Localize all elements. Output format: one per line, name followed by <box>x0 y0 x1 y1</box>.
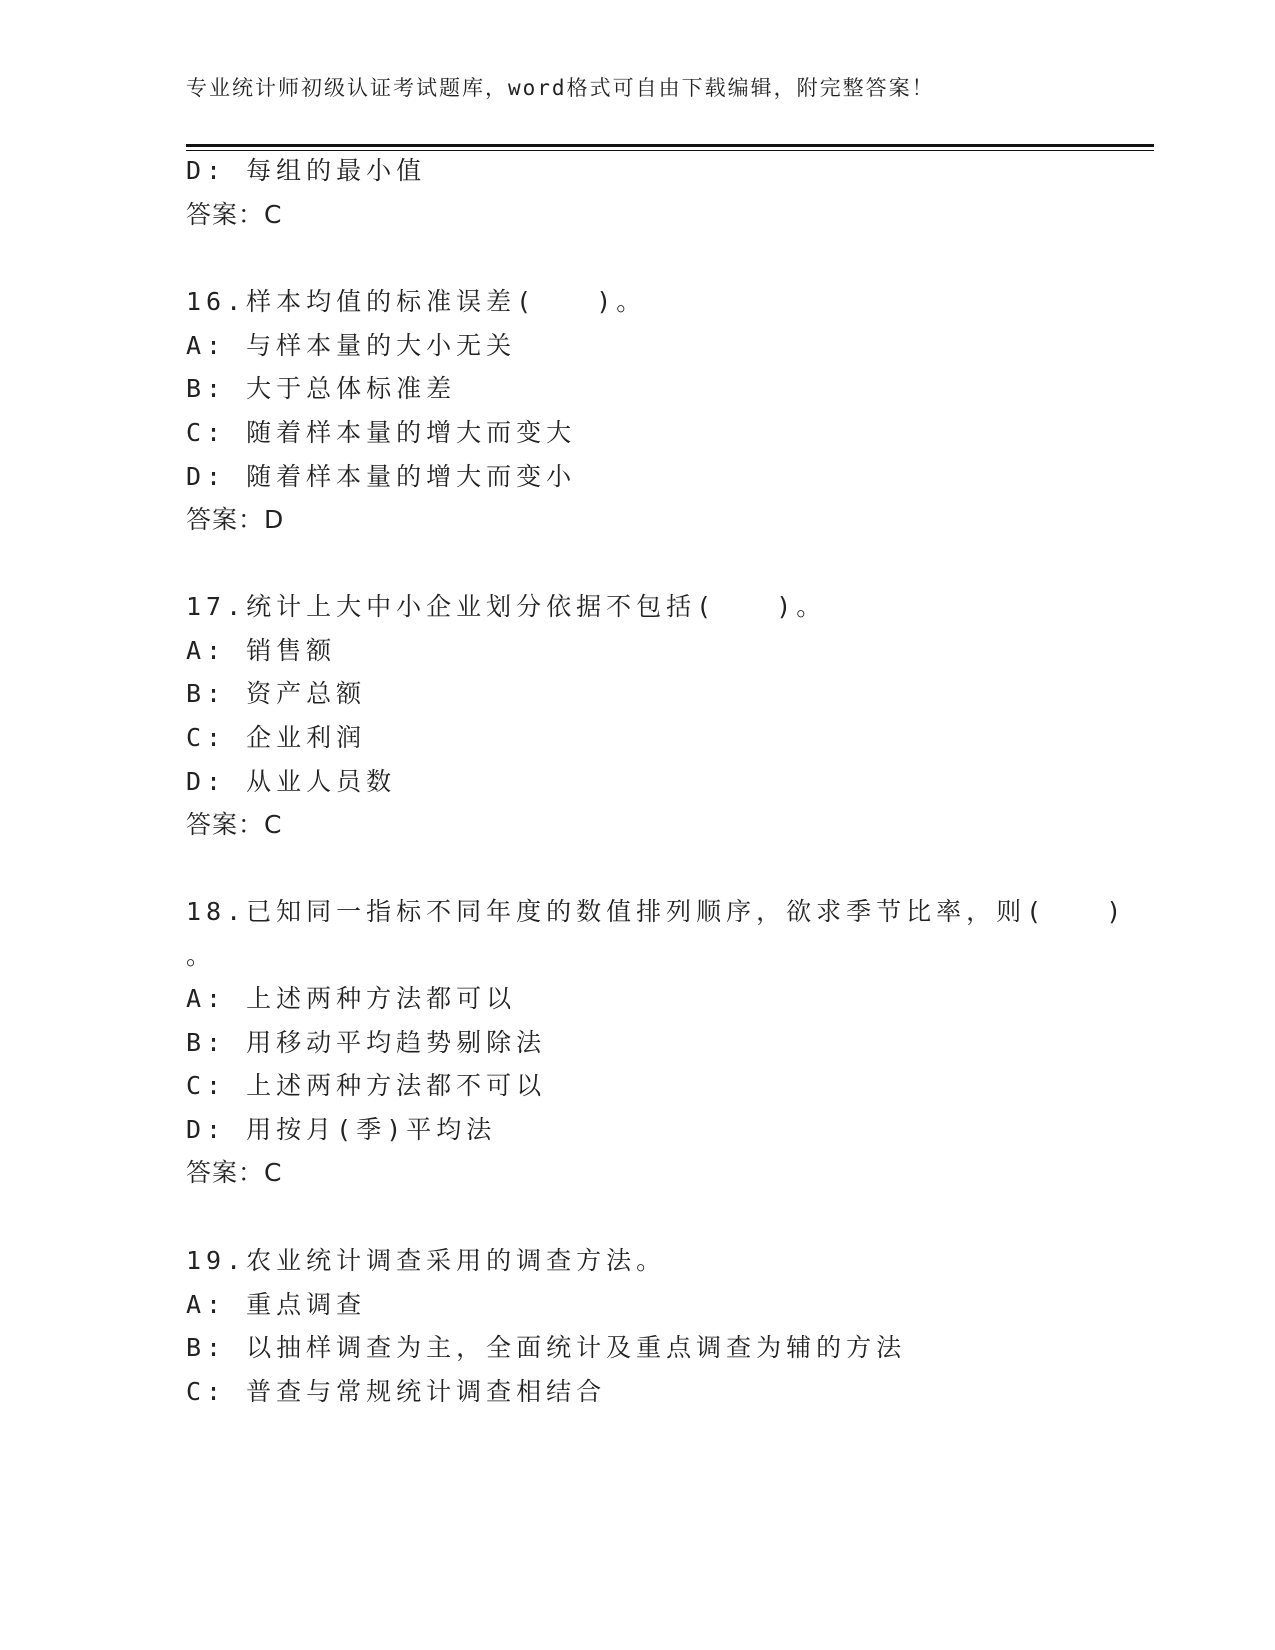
q16-answer: 答案：D <box>186 505 285 534</box>
q18-answer: 答案：C <box>186 1158 283 1187</box>
header-divider-thick <box>186 144 1154 147</box>
q18-stem-continuation: 。 <box>186 941 217 970</box>
q18-option-a: A: 上述两种方法都可以 <box>186 984 517 1013</box>
q17-option-c: C: 企业利润 <box>186 723 367 752</box>
q16-option-b: B: 大于总体标准差 <box>186 374 457 403</box>
q18-option-c: C: 上述两种方法都不可以 <box>186 1071 547 1100</box>
q18-option-b: B: 用移动平均趋势剔除法 <box>186 1028 547 1057</box>
q16-option-d: D: 随着样本量的增大而变小 <box>186 462 577 491</box>
q17-answer: 答案：C <box>186 810 283 839</box>
q17-option-a: A: 销售额 <box>186 636 337 665</box>
q16-option-a: A: 与样本量的大小无关 <box>186 331 517 360</box>
q16-stem: 16.样本均值的标准误差( )。 <box>186 287 647 316</box>
q18-option-d: D: 用按月(季)平均法 <box>186 1115 497 1144</box>
q15-answer: 答案：C <box>186 200 283 229</box>
q19-option-c: C: 普查与常规统计调查相结合 <box>186 1377 607 1406</box>
q15-option-d: D: 每组的最小值 <box>186 156 427 185</box>
q17-stem: 17.统计上大中小企业划分依据不包括( )。 <box>186 592 827 621</box>
q17-option-b: B: 资产总额 <box>186 679 367 708</box>
q17-option-d: D: 从业人员数 <box>186 767 397 796</box>
q19-option-a: A: 重点调查 <box>186 1290 367 1319</box>
q18-stem: 18.已知同一指标不同年度的数值排列顺序，欲求季节比率，则( ) <box>186 897 1127 926</box>
header-divider-thin <box>186 150 1154 151</box>
q19-stem: 19.农业统计调查采用的调查方法。 <box>186 1246 667 1275</box>
page-header: 专业统计师初级认证考试题库，word格式可自由下载编辑，附完整答案！ <box>186 76 935 100</box>
q19-option-b: B: 以抽样调查为主，全面统计及重点调查为辅的方法 <box>186 1333 907 1362</box>
q16-option-c: C: 随着样本量的增大而变大 <box>186 418 577 447</box>
